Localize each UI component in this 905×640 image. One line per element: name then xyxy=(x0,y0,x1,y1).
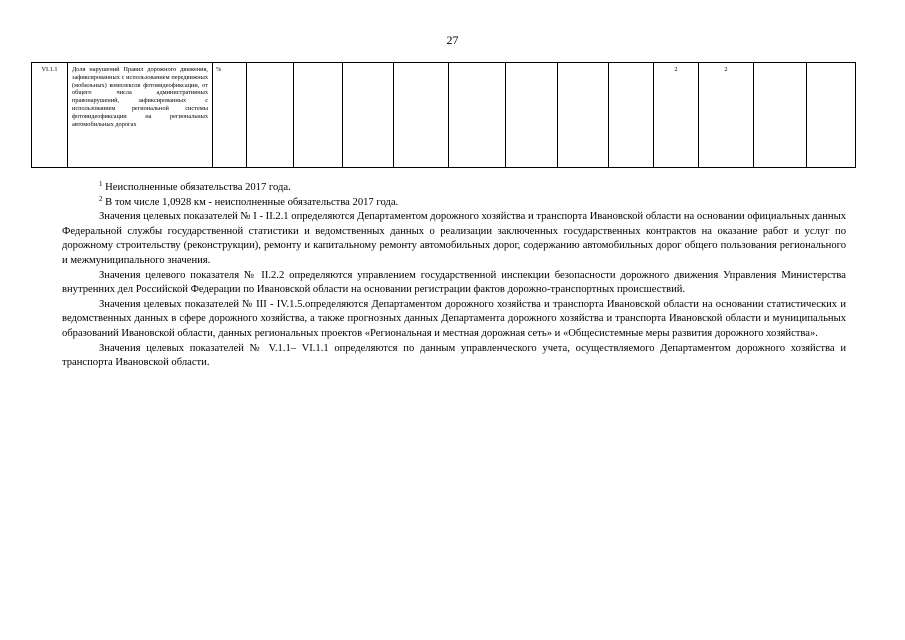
indicator-code: VI.1.1 xyxy=(32,63,68,168)
footnote-text: Неисполненные обязательства 2017 года. xyxy=(102,182,291,193)
table-cell xyxy=(294,63,343,168)
footnote-mark: 2 xyxy=(99,194,103,203)
table-cell xyxy=(394,63,449,168)
paragraph-indicators-1: Значения целевых показателей № I - II.2.1 определяются Департаментом дорожного хозяйства и транспорта Ивановской области на основании официальных данных Федеральной службы государственной статистики и ведомственных данных о реализации заключенных государственных контрактов на оказание работ и услуг по дорожному строительству (реконструкции), ремонту и капитальному ремонту автомобильных дорог, содержанию автомобильных дорог общего пользования регионального и межмуниципального значения. xyxy=(62,211,846,266)
indicator-name: Доля нарушений Правил дорожного движения, зафиксированных с использованием передвижных (мобильных) комплексов фотовидеофиксации, от общего числа административных правонарушений, зафиксированных с использованием региональной системы фотовидеофиксации на региональных автомобильных дорогах xyxy=(68,63,213,168)
paragraph-indicators-2: Значения целевого показателя № II.2.2 определяются управлением государственной инспекции безопасности дорожного движения Управления Министерства внутренних дел Российской Федерации по Ивановской области на основании регистрации фактов дорожно-транспортных происшествий. xyxy=(62,269,846,296)
footnote-mark: 1 xyxy=(99,180,103,188)
table-cell: 2 xyxy=(654,63,699,168)
table-cell xyxy=(449,63,506,168)
footnote-text: В том числе 1,0928 км - неисполненные обязательства 2017 года. xyxy=(102,196,399,208)
paragraph-indicators-4: Значения целевых показателей № V.1.1– VI.1.1 определяются по данным управленческого учета, осуществляемого Департаментом дорожного хозяйства и транспорта Ивановской области. xyxy=(62,342,846,369)
indicator-table xyxy=(31,62,856,168)
table-cell xyxy=(343,63,394,168)
table-cell xyxy=(609,63,654,168)
table-cell xyxy=(558,63,609,168)
table-cell xyxy=(247,63,294,168)
paragraph-indicators-3: Значения целевых показателей № III - IV.1.5.определяются Департаментом дорожного хозяйства и транспорта Ивановской области на основании статистических и ведомственных данных в сфере дорожного хозяйства, а также прогнозных данных Департамента дорожного хозяйства и транспорта Ивановской области и муниципальных образований Ивановской области, данных региональных проектов «Региональная и местная дорожная сеть» и «Общесистемные меры развития дорожного хозяйства». xyxy=(62,298,846,339)
indicator-unit: % xyxy=(213,63,247,168)
footnote-2 xyxy=(62,196,846,211)
table-cell xyxy=(506,63,558,168)
table-cell xyxy=(807,63,856,168)
page-number: 27 xyxy=(446,33,459,47)
table-row xyxy=(32,63,856,168)
table-cell: 2 xyxy=(699,63,754,168)
table-cell xyxy=(754,63,807,168)
footnote-1 xyxy=(62,181,846,196)
notes-section xyxy=(62,181,846,371)
